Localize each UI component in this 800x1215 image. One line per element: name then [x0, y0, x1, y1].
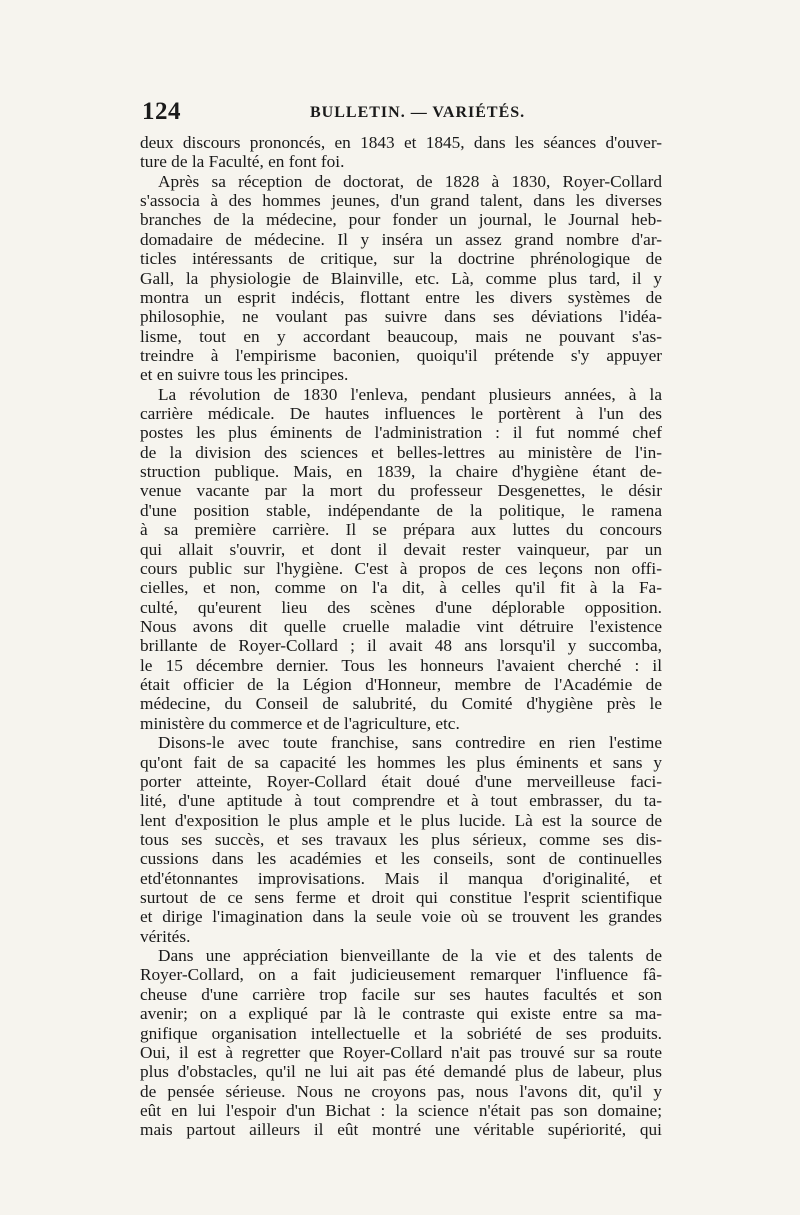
text-line: postes les plus éminents de l'administration : il fut nommé chef	[140, 423, 662, 443]
text-line: Royer-Collard, on a fait judicieusement remarquer l'influence fâ-	[140, 965, 662, 985]
text-line: montra un esprit indécis, flottant entre les divers systèmes de	[140, 287, 662, 307]
text-line: Après sa réception de doctorat, de 1828 à 1830, Royer-Collard	[158, 171, 662, 191]
text-line: Oui, il est à regretter que Royer-Collard n'ait pas trouvé sur sa route	[140, 1042, 662, 1062]
text-line: lent d'exposition le plus ample et le plus lucide. Là est la source de	[140, 810, 662, 830]
text-line: domadaire de médecine. Il y inséra un assez grand nombre d'ar-	[140, 229, 662, 249]
text-line: lité, d'une aptitude à tout comprendre et à tout embrasser, du ta-	[140, 791, 662, 811]
text-line: eût en lui l'espoir d'un Bichat : la science n'était pas son domaine;	[140, 1100, 662, 1120]
text-line: venue vacante par la mort du professeur Desgenettes, le désir	[140, 481, 662, 501]
running-head: BULLETIN. — VARIÉTÉS.	[310, 104, 526, 121]
text-line: le 15 décembre dernier. Tous les honneurs l'avaient cherché : il	[140, 655, 662, 675]
text-line: branches de la médecine, pour fonder un journal, le Journal heb-	[140, 210, 662, 230]
text-line: cielles, et non, comme on l'a dit, à celles qu'il fit à la Fa-	[140, 578, 662, 598]
text-line: deux discours prononcés, en 1843 et 1845, dans les séances d'ouver-	[140, 133, 662, 152]
text-line: ture de la Faculté, en font foi.	[140, 152, 345, 172]
text-line: qu'ont fait de sa capacité les hommes les plus éminents et sans y	[140, 752, 662, 772]
page-number: 124	[142, 98, 181, 125]
text-line: philosophie, ne voulant pas suivre dans ses déviations l'idéa-	[140, 307, 662, 327]
text-line: qui allait s'ouvrir, et dont il devait rester vainqueur, par un	[140, 539, 662, 559]
text-line: La révolution de 1830 l'enleva, pendant plusieurs années, à la	[158, 384, 662, 404]
text-line: ministère du commerce et de l'agriculture, etc.	[140, 713, 460, 733]
text-line: Disons-le avec toute franchise, sans contredire en rien l'estime	[158, 733, 662, 753]
text-line: carrière médicale. De hautes influences le portèrent à l'un des	[140, 404, 662, 424]
text-line: Nous avons dit quelle cruelle maladie vint détruire l'existence	[140, 616, 662, 636]
text-line: vérités.	[140, 926, 191, 946]
text-line: avenir; on a expliqué par là le contraste qui existe entre sa ma-	[140, 1004, 662, 1024]
text-line: Dans une appréciation bienveillante de la vie et des talents de	[158, 946, 662, 966]
text-line: cheuse d'une carrière trop facile sur ses hautes facultés et son	[140, 984, 662, 1004]
text-line: d'une position stable, indépendante de la politique, le ramena	[140, 500, 662, 520]
text-line: gnifique organisation intellectuelle et la sobriété de ses produits.	[140, 1023, 662, 1043]
text-line: à sa première carrière. Il se prépara aux luttes du concours	[140, 520, 662, 540]
text-line: cours public sur l'hygiène. C'est à propos de ces leçons non offi-	[140, 558, 662, 578]
text-line: surtout de ce sens ferme et droit qui constitue l'esprit scientifique	[140, 888, 662, 908]
text-line: mais partout ailleurs il eût montré une véritable supériorité, qui	[140, 1120, 662, 1140]
text-line: était officier de la Légion d'Honneur, membre de l'Académie de	[140, 675, 662, 695]
text-line: et dirige l'imagination dans la seule voie où se trouvent les grandes	[140, 907, 662, 927]
text-line: brillante de Royer-Collard ; il avait 48 ans lorsqu'il y succomba,	[140, 636, 662, 656]
text-line: culté, qu'eurent lieu des scènes d'une déplorable opposition.	[140, 597, 662, 617]
text-line: cussions dans les académies et les conseils, sont de continuelles	[140, 849, 662, 869]
page-header	[140, 98, 662, 130]
text-line: de pensée sérieuse. Nous ne croyons pas, nous l'avons dit, qu'il y	[140, 1081, 662, 1101]
text-line: plus d'obstacles, qu'il ne lui ait pas été demandé plus de labeur, plus	[140, 1062, 662, 1082]
body-text	[140, 133, 662, 1140]
text-line: lisme, tout en y accordant beaucoup, mais ne pouvant s'as-	[140, 326, 662, 346]
text-line: Gall, la physiologie de Blainville, etc. Là, comme plus tard, il y	[140, 268, 662, 288]
text-line: ticles intéressants de critique, sur la doctrine phrénologique de	[140, 249, 662, 269]
text-line: porter atteinte, Royer-Collard était doué d'une merveilleuse faci-	[140, 771, 662, 791]
text-line: treindre à l'empirisme baconien, quoiqu'il prétende s'y appuyer	[140, 345, 662, 365]
text-line: médecine, du Conseil de salubrité, du Comité d'hygiène près le	[140, 694, 662, 714]
text-line: struction publique. Mais, en 1839, la chaire d'hygiène étant de-	[140, 462, 662, 482]
text-line: s'associa à des hommes jeunes, d'un grand talent, dans les diverses	[140, 191, 662, 211]
text-line: tous ses succès, et ses travaux les plus sérieux, comme ses dis-	[140, 829, 662, 849]
text-line: et en suivre tous les principes.	[140, 365, 349, 385]
text-line: etd'étonnantes improvisations. Mais il manqua d'originalité, et	[140, 868, 662, 888]
text-line: de la division des sciences et belles-lettres au ministère de l'in-	[140, 442, 662, 462]
